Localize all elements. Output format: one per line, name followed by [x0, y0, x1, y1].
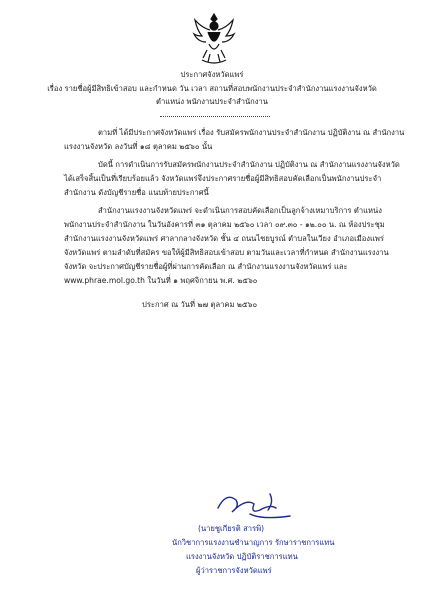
- divider: [160, 116, 270, 117]
- signer-name: (นายชูเกียรติ สารพิ): [198, 524, 265, 533]
- paragraph-2-line-2: ได้เสร็จสิ้นเป็นที่เรียบร้อยแล้ว จังหวัดแพร่จึงประกาศรายชื่อผู้มีสิทธิสอบคัดเลือกเป็นพนักงานประจำ: [64, 174, 382, 183]
- signer-role-1: นักวิชาการแรงงานชำนาญการ รักษาราชการแทน: [172, 538, 335, 547]
- signer-role-3: ผู้ว่าราชการจังหวัดแพร่: [196, 566, 272, 575]
- date-line: ประกาศ ณ วันที่ ๒๗ ตุลาคม ๒๕๖๐: [142, 300, 258, 309]
- document-title: ประกาศจังหวัดแพร่: [180, 70, 244, 79]
- paragraph-1-line-1: ตามที่ ได้มีประกาศจังหวัดแพร่ เรื่อง รับสมัครพนักงานประจำสำนักงาน ปฏิบัติงาน ณ สำนักงาน: [98, 128, 405, 137]
- handwritten-signature: [210, 486, 296, 524]
- garuda-emblem-icon: [192, 10, 236, 66]
- paragraph-1-line-2: แรงงานจังหวัด ลงวันที่ ๑๘ ตุลาคม ๒๕๖๐ นั้น: [64, 142, 213, 151]
- paragraph-3-line-4: จังหวัดแพร่ ตามลำดับที่สมัคร ขอให้ผู้มีสิทธิสอบเข้าสอบ ตามวันและเวลาที่กำหนด สำนักงานแรงงาน: [64, 248, 389, 257]
- paragraph-3-line-6: www.phrae.mol.go.th ในวันที่ ๑ พฤศจิกายน พ.ศ. ๒๕๖๐: [64, 276, 258, 285]
- subject-line-2: ตำแหน่ง พนักงานประจำสำนักงาน: [156, 97, 268, 106]
- signer-role-2: แรงงานจังหวัด ปฏิบัติราชการแทน: [186, 552, 298, 561]
- paragraph-3-line-1: สำนักงานแรงงานจังหวัดแพร่ จะดำเนินการสอบคัดเลือกเป็นลูกจ้างเหมาบริการ ตำแหน่ง: [98, 206, 382, 215]
- paragraph-3-line-2: พนักงานประจำสำนักงาน ในวันอังคารที่ ๓๑ ตุลาคม ๒๕๖๐ เวลา ๐๙.๓๐ - ๑๒.๐๐ น. ณ ห้องประชุม: [64, 220, 385, 229]
- paragraph-2-line-1: บัดนี้ การดำเนินการรับสมัครพนักงานประจำสำนักงาน ปฏิบัติงาน ณ สำนักงานแรงงานจังหวัด: [98, 160, 400, 169]
- paragraph-2-line-3: สำนักงาน ดังบัญชีรายชื่อ แนบท้ายประกาศนี้: [64, 188, 209, 197]
- paragraph-3-line-5: จังหวัด จะประกาศบัญชีรายชื่อผู้ที่ผ่านการคัดเลือก ณ สำนักงานแรงงานจังหวัดแพร่ และ: [64, 262, 348, 271]
- subject-line-1: เรื่อง รายชื่อผู้มีสิทธิเข้าสอบ และกำหนด วัน เวลา สถานที่สอบพนักงานประจำสำนักงานแรงงานจังหวัด: [47, 84, 377, 93]
- paragraph-3-line-3: สำนักงานแรงงานจังหวัดแพร่ ศาลากลางจังหวัด ชั้น ๔ ถนนไชยบูรณ์ ตำบลในเวียง อำเภอเมืองแพร่: [64, 234, 384, 243]
